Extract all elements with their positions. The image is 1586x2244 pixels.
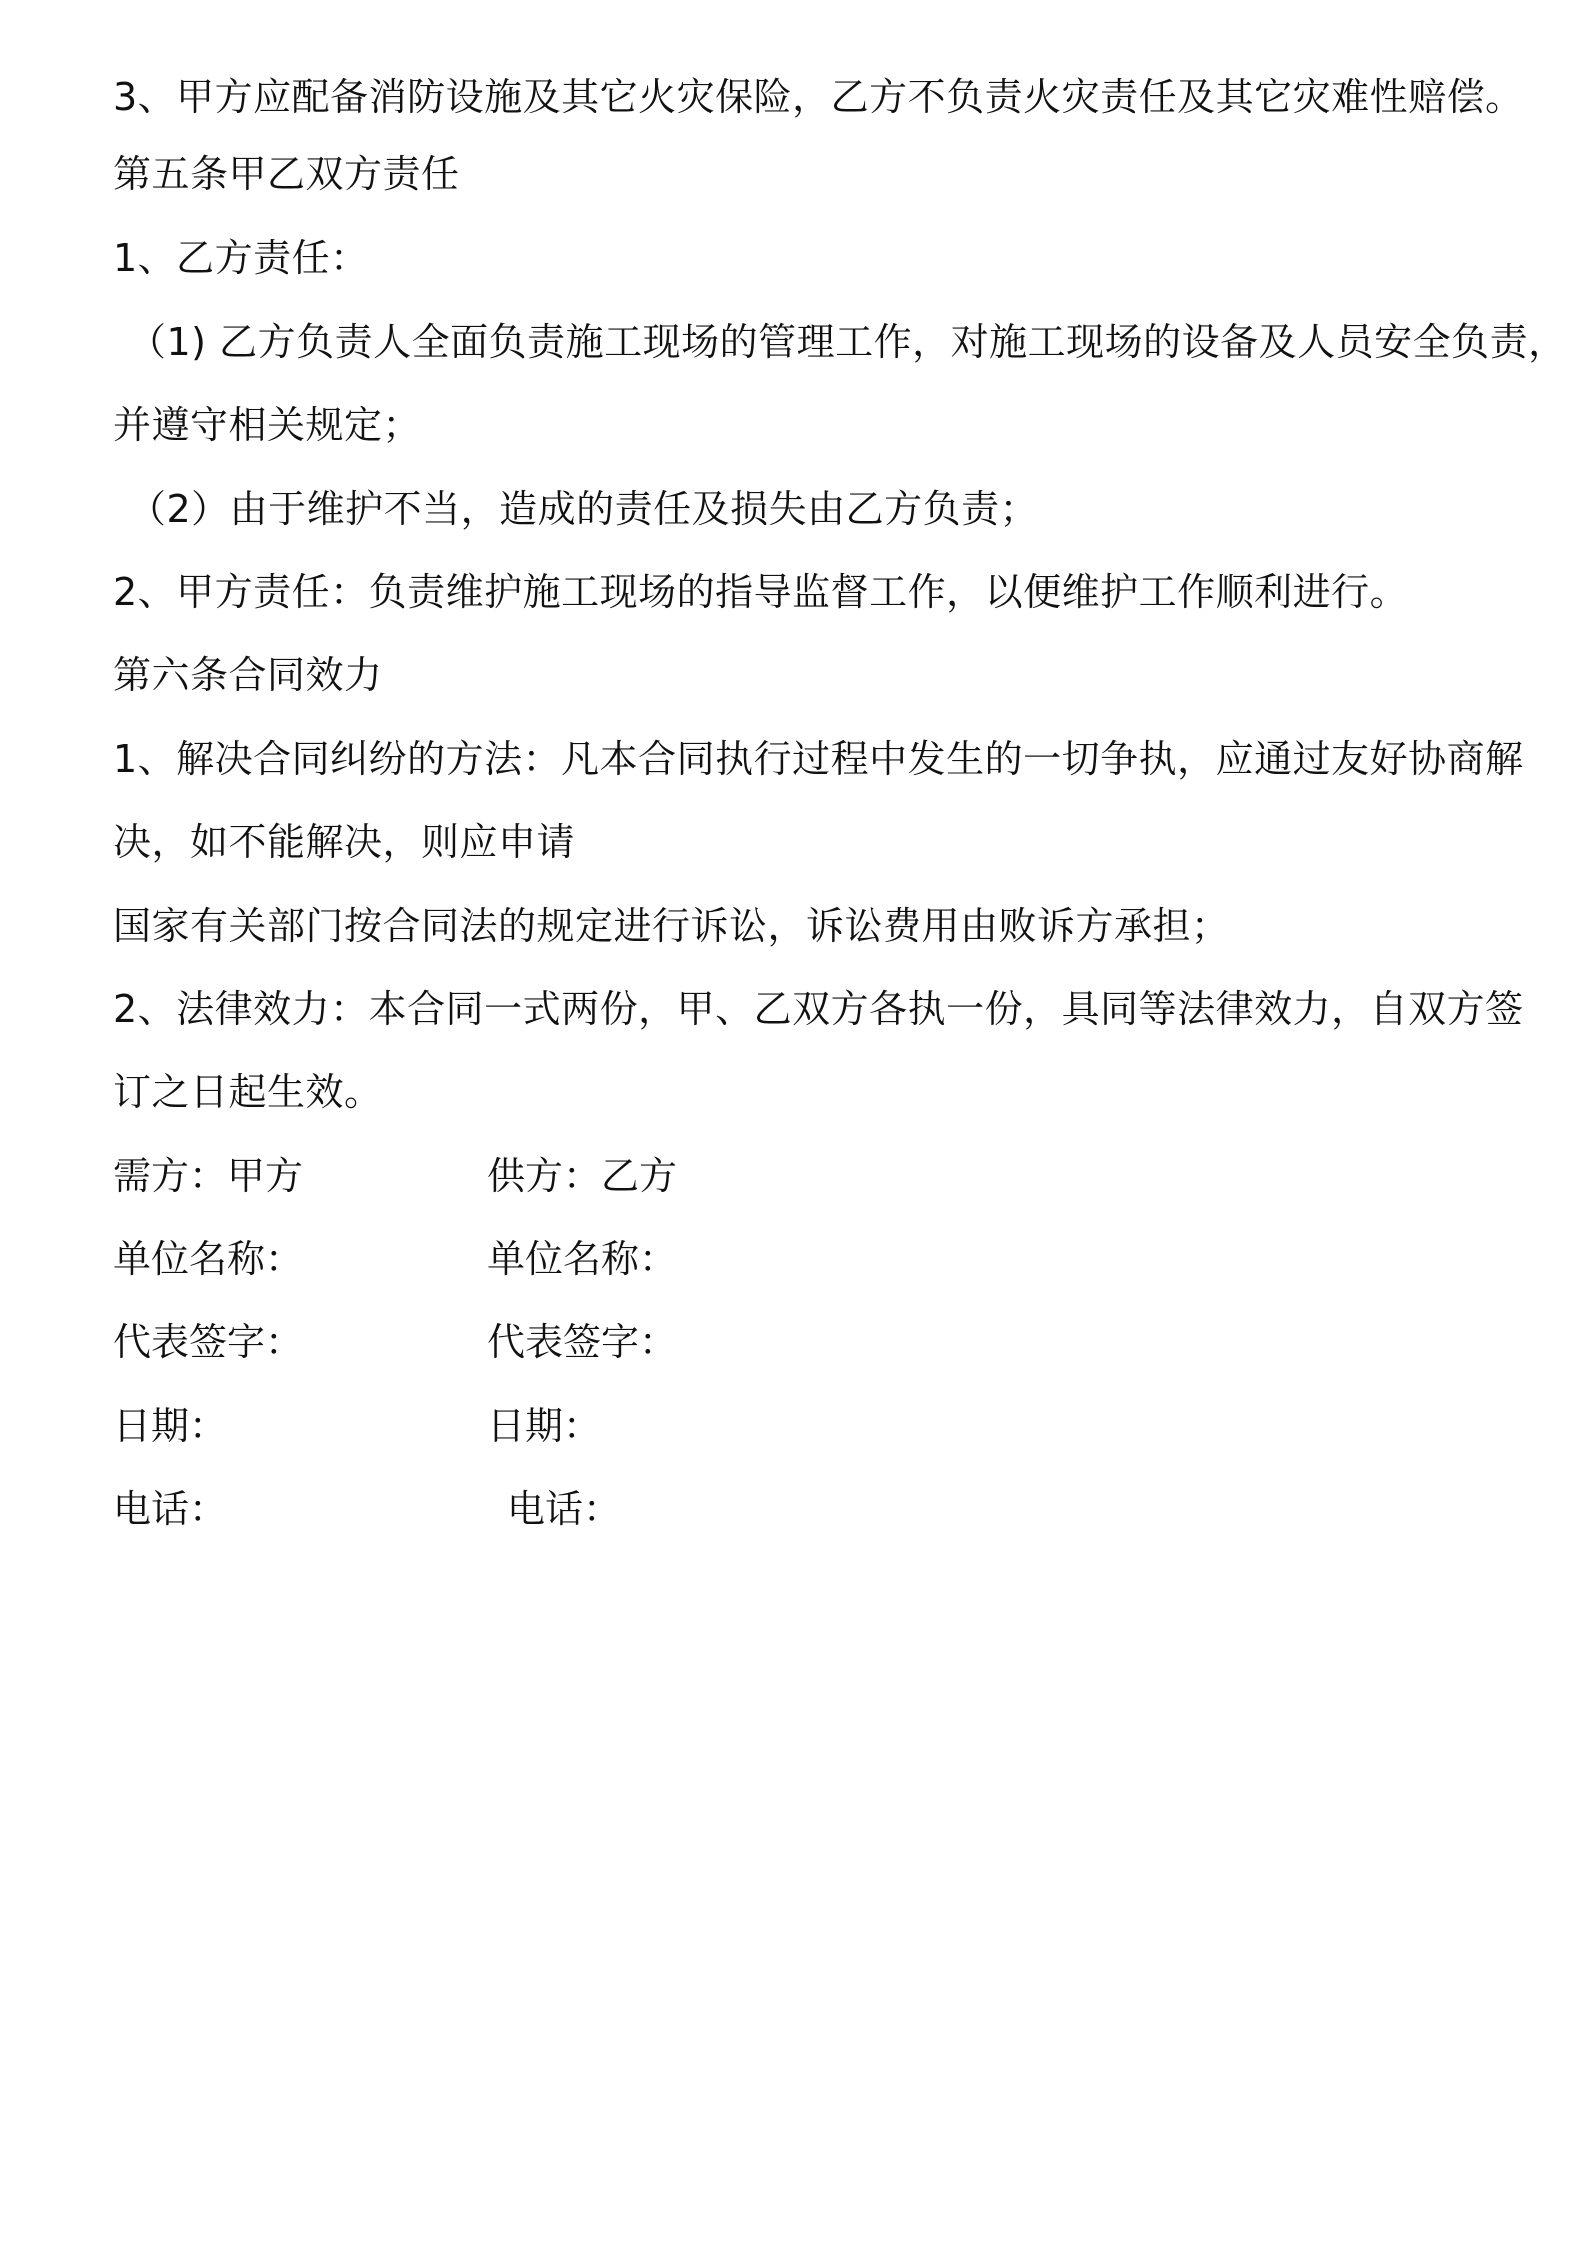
signature-row-date bbox=[113, 1402, 1473, 1450]
dispute-resolution-continued: 决，如不能解决，则应申请 bbox=[113, 820, 576, 864]
party-b-item-1: （1) 乙方负责人全面负责施工现场的管理工作，对施工现场的设备及人员安全负责， bbox=[128, 320, 1567, 364]
signature-row-parties bbox=[113, 1152, 1473, 1200]
party-b-responsibility-heading: 1、乙方责任： bbox=[113, 236, 369, 280]
article-6-heading: 第六条合同效力 bbox=[113, 653, 383, 697]
party-a-signature-label: 代表签字： bbox=[113, 1320, 304, 1364]
party-b-signature-label: 代表签字： bbox=[487, 1320, 678, 1364]
signature-row-unit-name bbox=[113, 1235, 1473, 1283]
party-a-responsibility: 2、甲方责任：负责维护施工现场的指导监督工作，以便维护工作顺利进行。 bbox=[113, 570, 1409, 614]
party-a-phone-label: 电话： bbox=[113, 1487, 228, 1531]
dispute-resolution-litigation: 国家有关部门按合同法的规定进行诉讼，诉讼费用由败诉方承担； bbox=[113, 904, 1230, 948]
legal-effect-clause: 2、法律效力：本合同一式两份，甲、乙双方各执一份，具同等法律效力，自双方签 bbox=[113, 987, 1524, 1031]
party-b-unit-name-label: 单位名称： bbox=[487, 1237, 678, 1281]
party-b-item-1-continued: 并遵守相关规定； bbox=[113, 403, 422, 447]
party-b-item-2: （2）由于维护不当，造成的责任及损失由乙方负责； bbox=[128, 487, 1039, 531]
signature-row-phone bbox=[113, 1485, 1473, 1533]
demand-party-label: 需方：甲方 bbox=[113, 1154, 304, 1198]
clause-3-fire-insurance: 3、甲方应配备消防设施及其它火灾保险，乙方不负责火灾责任及其它灾难性赔偿。 bbox=[113, 75, 1524, 119]
party-b-date-label: 日期： bbox=[487, 1404, 602, 1448]
party-a-date-label: 日期： bbox=[113, 1404, 228, 1448]
article-5-heading: 第五条甲乙双方责任 bbox=[113, 152, 460, 196]
party-b-phone-label: 电话： bbox=[507, 1487, 622, 1531]
dispute-resolution-clause: 1、解决合同纠纷的方法：凡本合同执行过程中发生的一切争执，应通过友好协商解 bbox=[113, 737, 1524, 781]
legal-effect-continued: 订之日起生效。 bbox=[113, 1070, 383, 1114]
party-a-unit-name-label: 单位名称： bbox=[113, 1237, 304, 1281]
signature-row-representative bbox=[113, 1318, 1473, 1366]
supply-party-label: 供方：乙方 bbox=[487, 1154, 678, 1198]
